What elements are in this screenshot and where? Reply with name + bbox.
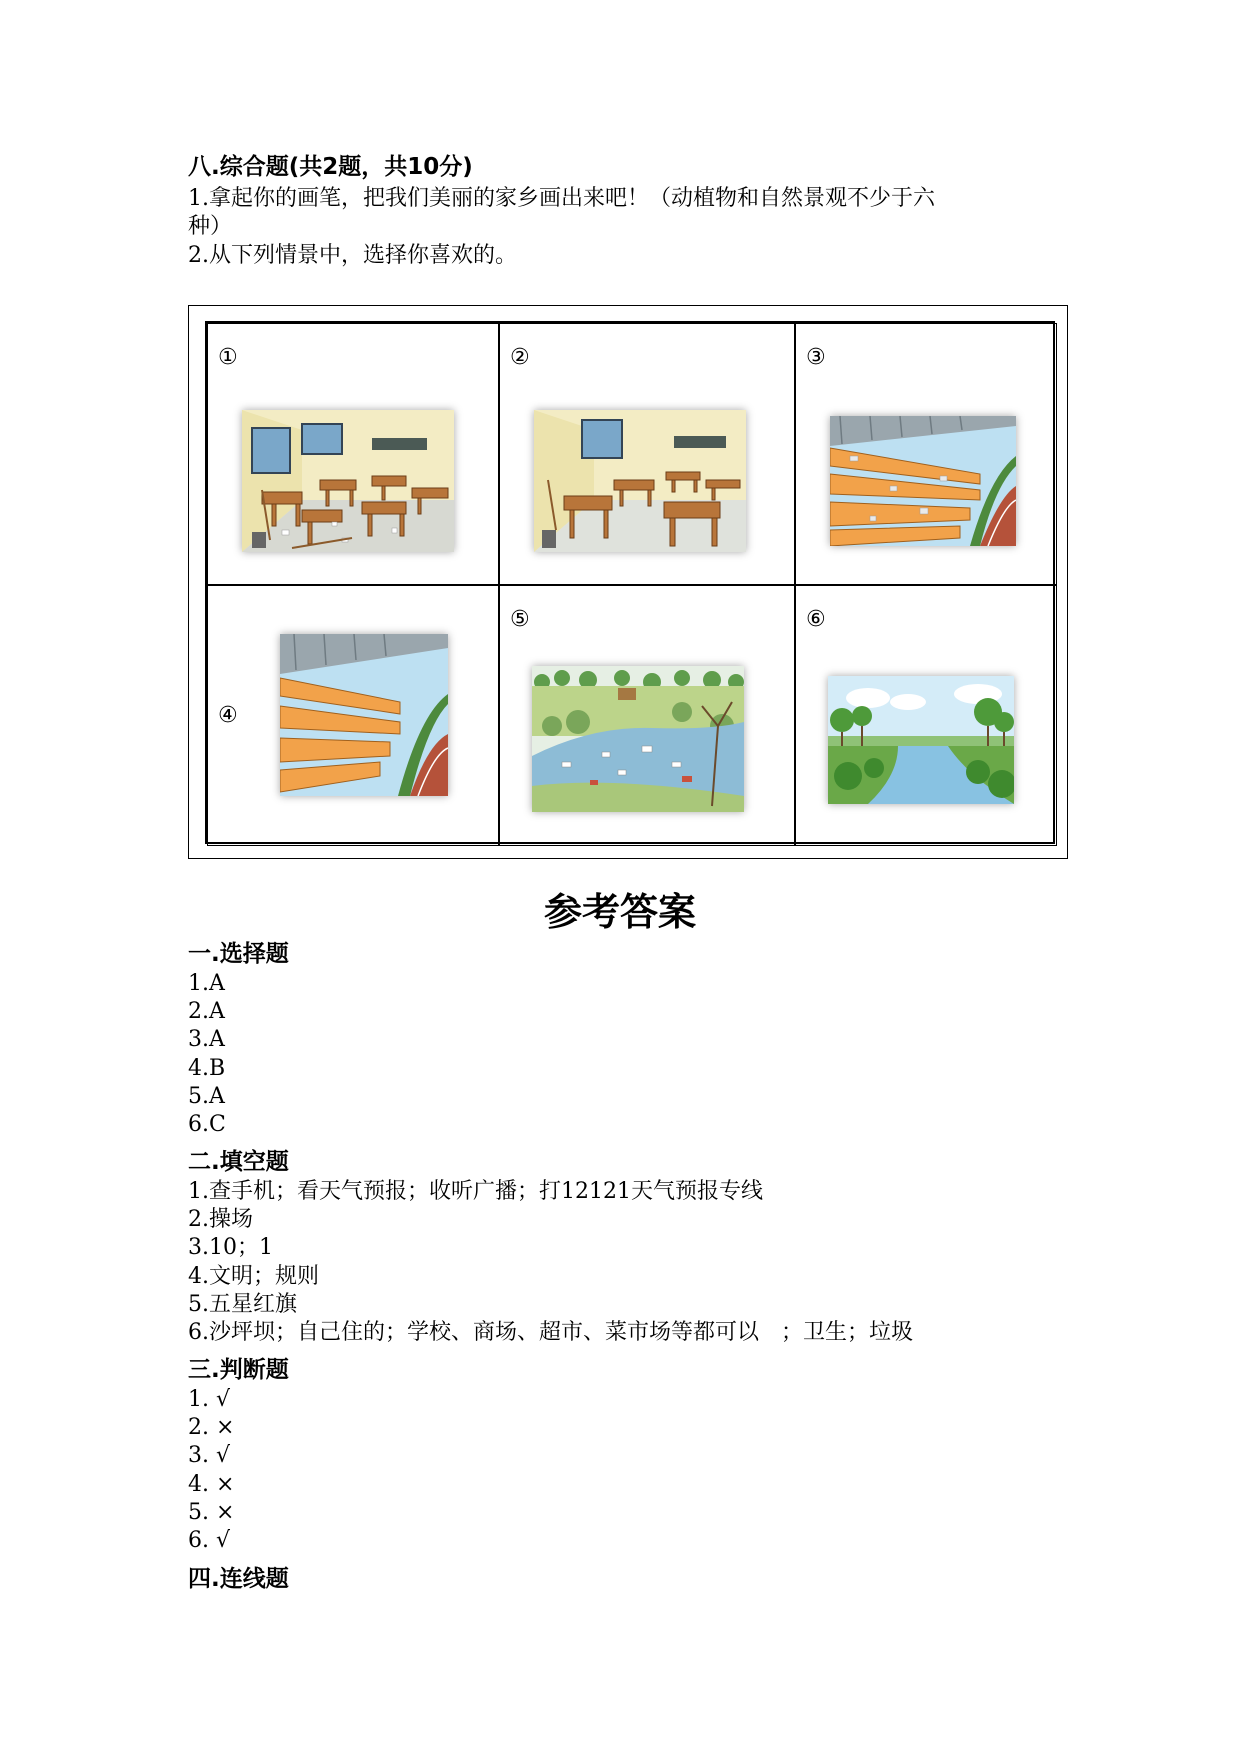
polluted-river-image [532,666,744,812]
grid-cell-6 [795,585,1057,846]
grid-cell-2 [499,323,795,585]
answer-2-3: 3.10；1 [188,1235,273,1260]
question-2: 2.从下列情景中，选择你喜欢的。 [188,243,517,268]
answer-3-2: 2. × [188,1415,235,1440]
cell-label-3: ③ [806,345,826,370]
answer-1-6: 6.C [188,1112,226,1137]
answers-section1-heading: 一.选择题 [188,941,289,967]
littered-stadium-image [830,416,1016,546]
answer-3-1: 1. √ [188,1387,231,1412]
section8-heading: 八.综合题(共2题，共10分) [188,154,473,180]
answer-1-1: 1.A [188,971,225,996]
cell-label-5: ⑤ [510,607,530,632]
answer-2-2: 2.操场 [188,1207,253,1232]
grid-cell-5 [499,585,795,846]
answer-2-1: 1.查手机；看天气预报；收听广播；打12121天气预报专线 [188,1179,763,1204]
answer-1-4: 4.B [188,1056,226,1081]
cell-label-1: ① [218,345,238,370]
cell-label-6: ⑥ [806,607,826,632]
answer-3-3: 3. √ [188,1443,231,1468]
answer-3-4: 4. × [188,1472,235,1497]
question-1-line2: 种） [188,214,233,239]
answer-1-5: 5.A [188,1084,225,1109]
answer-1-2: 2.A [188,999,225,1024]
answer-3-6: 6. √ [188,1528,231,1553]
answer-3-5: 5. × [188,1500,235,1525]
cell-label-2: ② [510,345,530,370]
grid-cell-1 [207,323,499,585]
answers-section3-heading: 三.判断题 [188,1357,289,1383]
clean-stadium-image [280,634,448,796]
messy-classroom-image [242,410,454,552]
answer-2-4: 4.文明；规则 [188,1264,319,1289]
grid-cell-4 [207,585,499,846]
answer-1-3: 3.A [188,1027,225,1052]
answer-2-5: 5.五星红旗 [188,1292,297,1317]
clean-river-image [828,676,1014,804]
grid-cell-3 [795,323,1057,585]
picture-grid [205,321,1055,844]
cell-label-4: ④ [218,703,238,728]
question-1-line1: 1.拿起你的画笔，把我们美丽的家乡画出来吧！（动植物和自然景观不少于六 [188,186,935,211]
answer-2-6: 6.沙坪坝；自己住的；学校、商场、超市、菜市场等都可以 ；卫生；垃圾 [188,1320,913,1345]
tidy-classroom-image [534,410,746,552]
answers-section2-heading: 二.填空题 [188,1149,289,1175]
answers-section4-heading: 四.连线题 [188,1566,289,1592]
answer-title: 参考答案 [543,890,696,934]
